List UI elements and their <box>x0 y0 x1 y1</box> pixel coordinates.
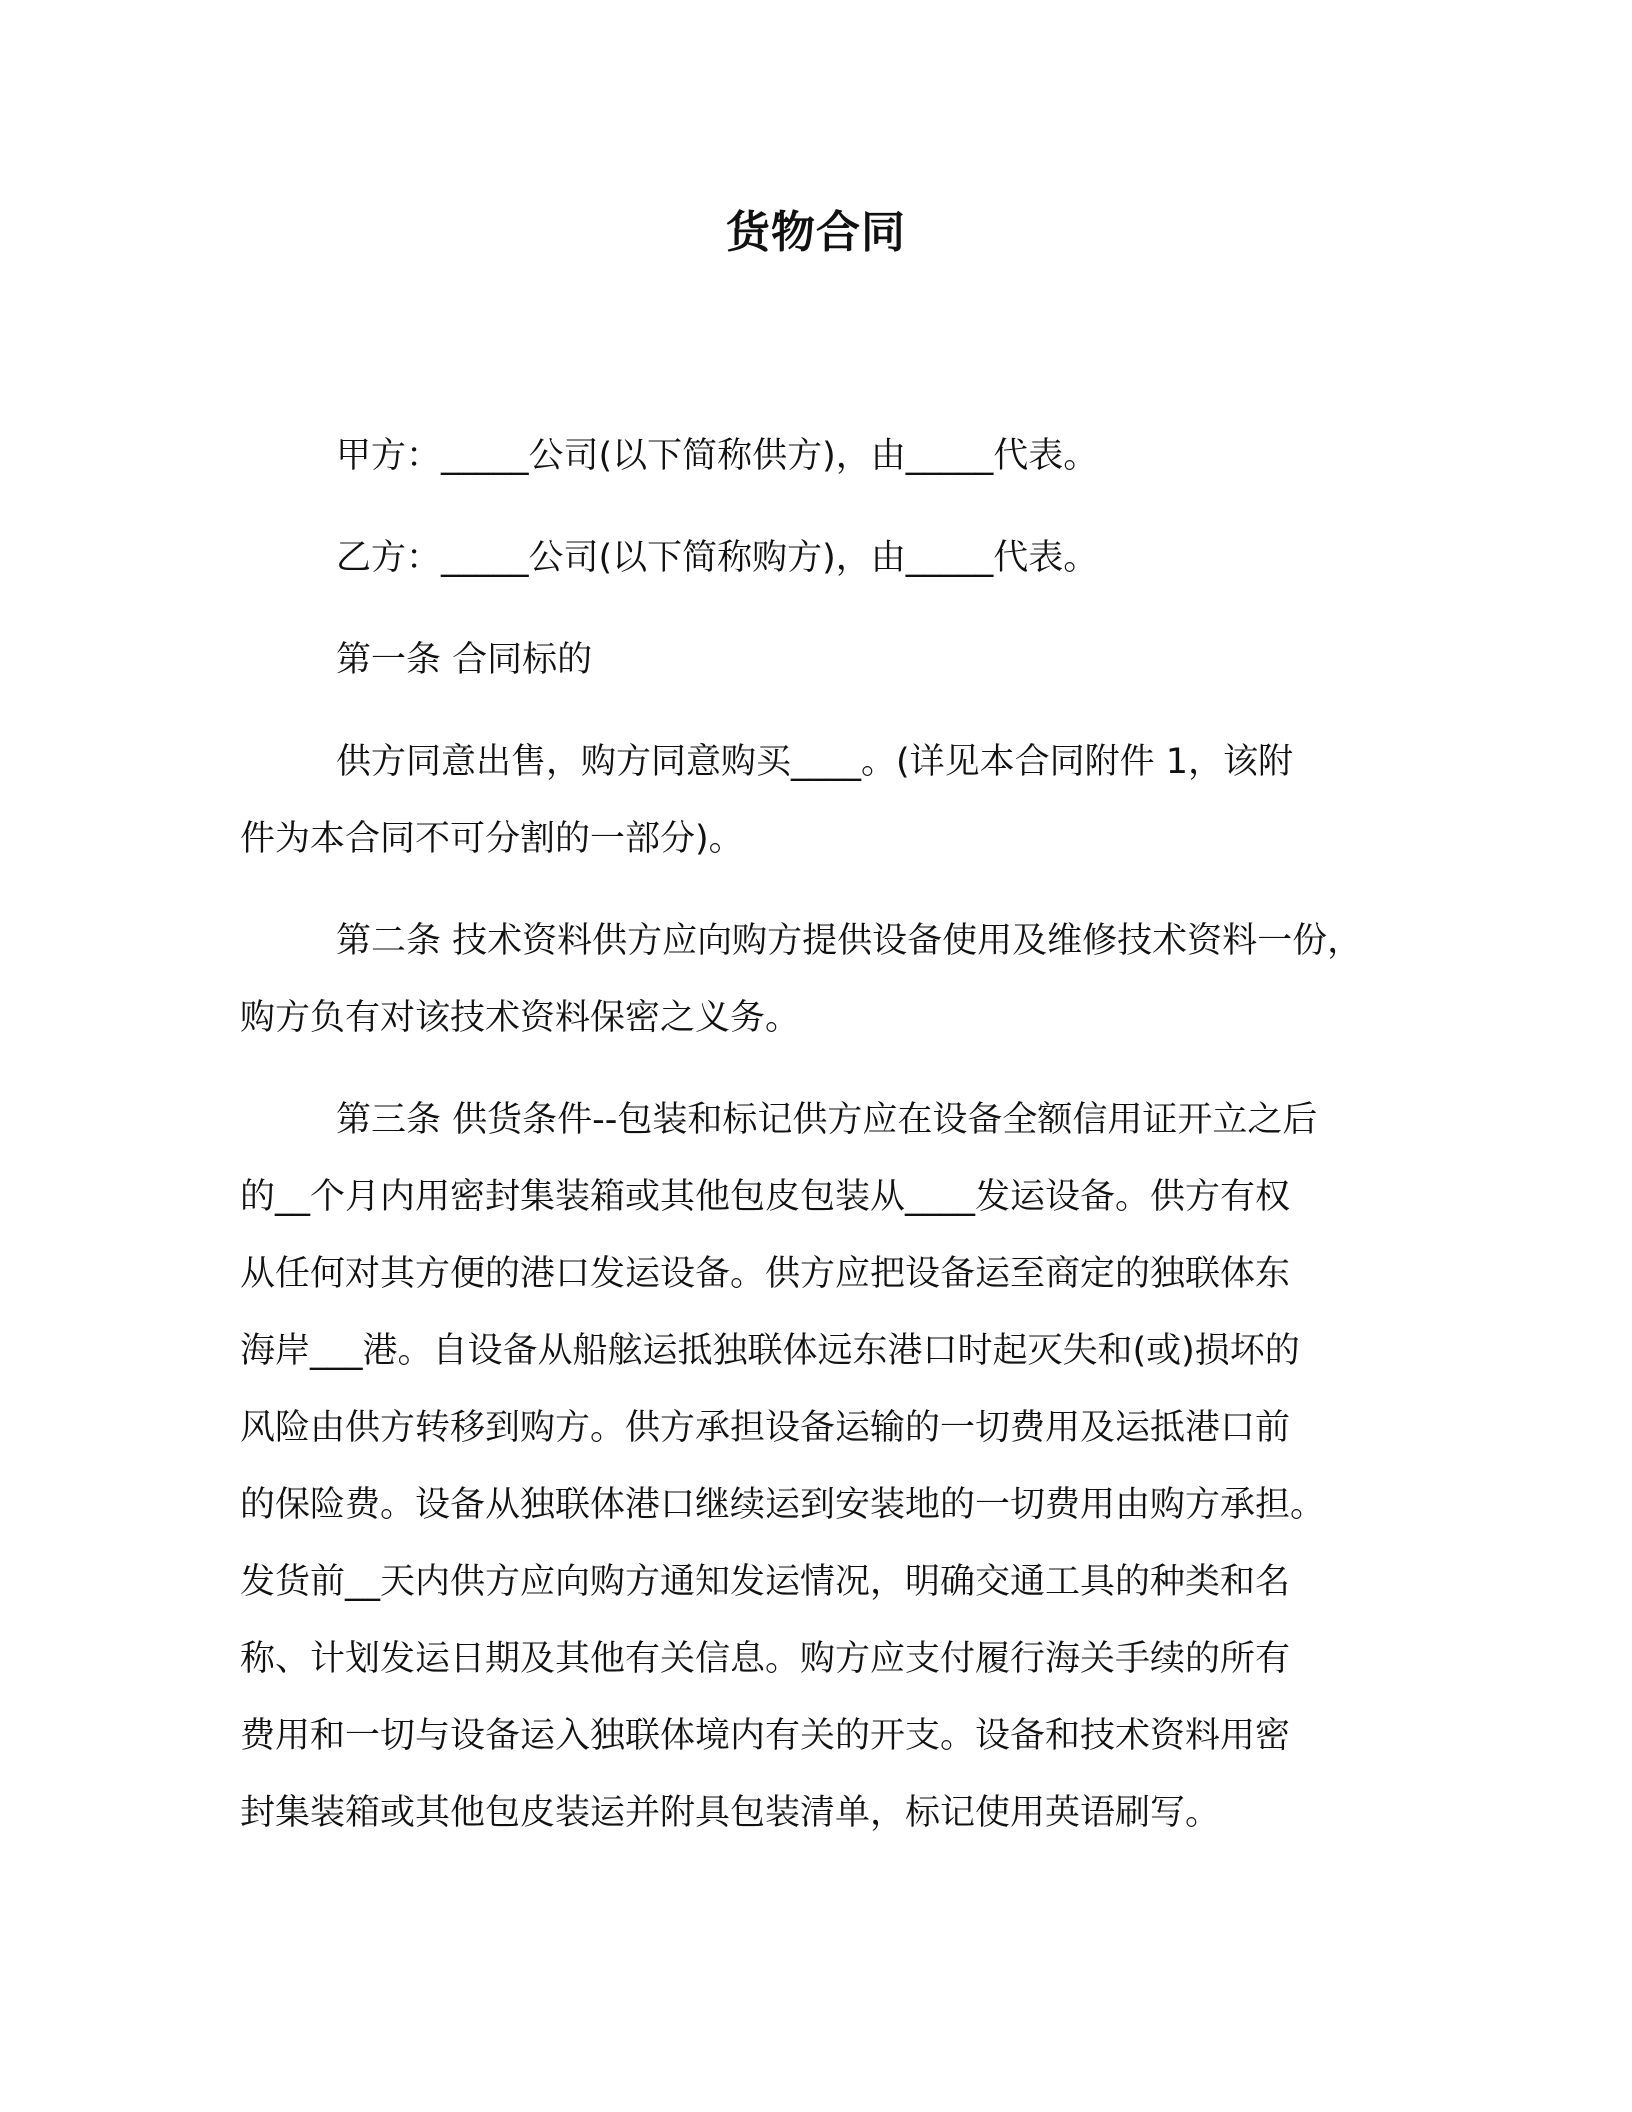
document-body <box>240 418 1405 1877</box>
article-3-paragraph <box>240 1082 1405 1852</box>
document-title: 货物合同 <box>726 207 906 258</box>
paragraph-line: 封集装箱或其他包皮装运并附具包装清单，标记使用英语刷写。 <box>240 1793 1221 1833</box>
paragraph-line: 从任何对其方便的港口发运设备。供方应把设备运至商定的独联体东 <box>240 1254 1291 1294</box>
paragraph-line: 发货前__天内供方应向购方通知发运情况，明确交通工具的种类和名 <box>240 1562 1291 1602</box>
party-b-paragraph <box>240 520 1405 597</box>
paragraph-line: 费用和一切与设备运入独联体境内有关的开支。设备和技术资料用密 <box>240 1716 1291 1756</box>
article-2-paragraph <box>240 903 1405 1057</box>
paragraph-line: 第二条 技术资料供方应向购方提供设备使用及维修技术资料一份， <box>336 921 1363 961</box>
paragraph-line: 件为本合同不可分割的一部分)。 <box>240 819 744 859</box>
article-1-heading <box>240 622 1405 699</box>
paragraph-line: 海岸___港。自设备从船舷运抵独联体远东港口时起灭失和(或)损坏的 <box>240 1331 1300 1371</box>
party-a-line: 甲方：_____公司(以下简称供方)，由_____代表。 <box>336 436 1099 476</box>
paragraph-line: 称、计划发运日期及其他有关信息。购方应支付履行海关手续的所有 <box>240 1639 1291 1679</box>
paragraph-line: 第三条 供货条件--包装和标记供方应在设备全额信用证开立之后 <box>336 1100 1318 1140</box>
party-a-paragraph <box>240 418 1405 495</box>
article-1-heading-line: 第一条 合同标的 <box>336 640 593 680</box>
article-1-paragraph <box>240 724 1405 878</box>
party-b-line: 乙方：_____公司(以下简称购方)，由_____代表。 <box>336 538 1099 578</box>
paragraph-line: 供方同意出售，购方同意购买____。(详见本合同附件 1，该附 <box>336 742 1294 782</box>
paragraph-line: 的__个月内用密封集装箱或其他包皮包装从____发运设备。供方有权 <box>240 1177 1291 1217</box>
paragraph-line: 的保险费。设备从独联体港口继续运到安装地的一切费用由购方承担。 <box>240 1485 1326 1525</box>
paragraph-line: 风险由供方转移到购方。供方承担设备运输的一切费用及运抵港口前 <box>240 1408 1291 1448</box>
paragraph-line: 购方负有对该技术资料保密之义务。 <box>240 998 801 1038</box>
